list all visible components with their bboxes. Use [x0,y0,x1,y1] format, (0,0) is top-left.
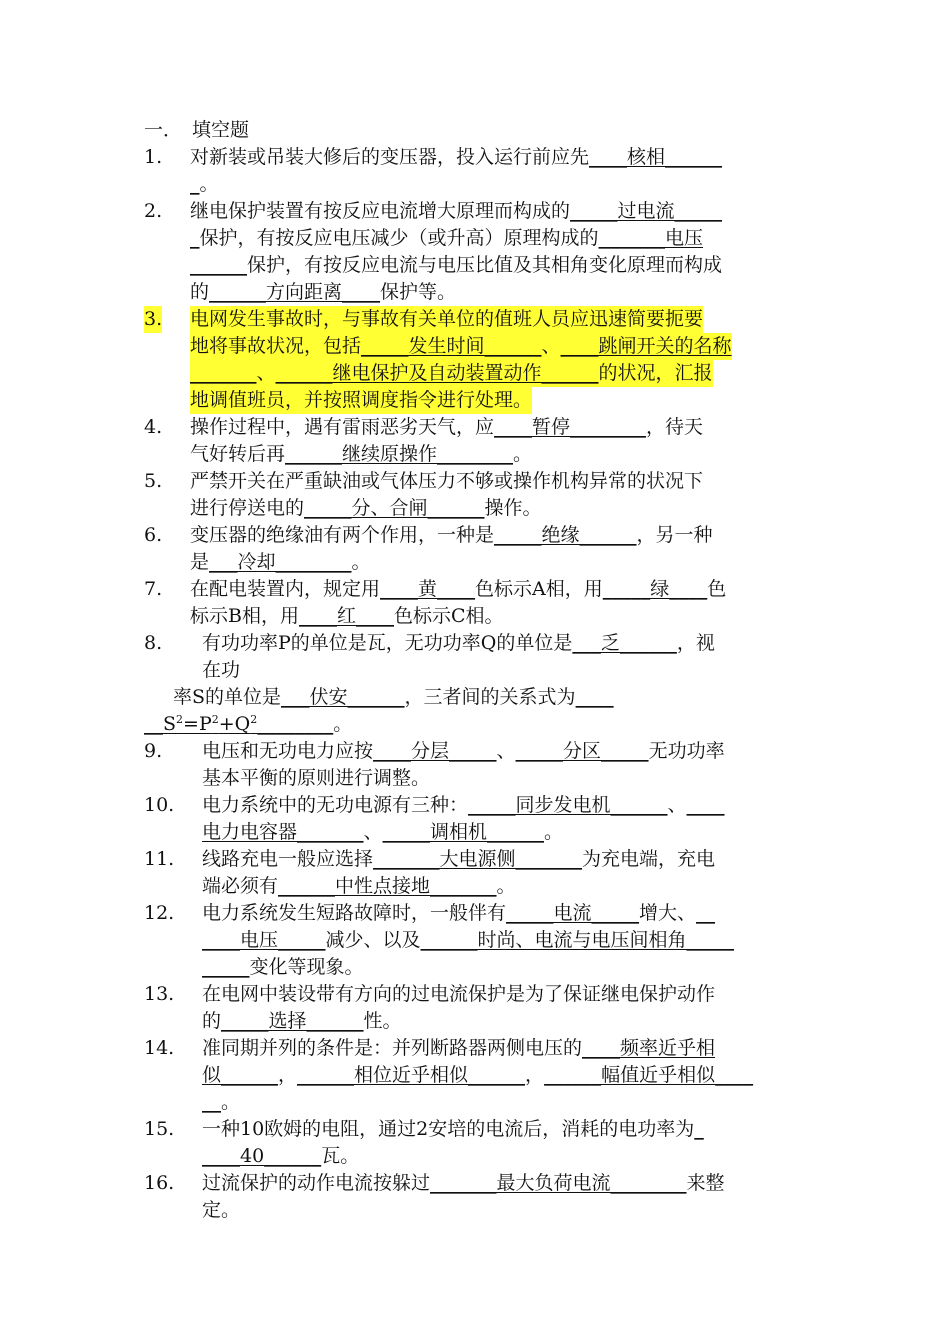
question-number: 6. [144,524,163,546]
text-segment: 继电保护装置有按反应电流增大原理而构成的 [190,200,571,222]
text-segment: 地调值班员，并按照调度指令进行处理。 [190,389,533,411]
formula-part: __S [144,713,177,735]
answer-blank: ______方向距离____ [209,281,381,303]
text-segment: 过流保护的动作电流按躲过 [202,1172,431,1194]
text-segment: ，另一种 [636,524,713,546]
question-line [190,414,703,441]
text-segment: 、 [256,362,276,384]
question-number: 11. [144,848,175,870]
answer-blank: ____电压_____ [202,929,326,951]
question-line [190,333,732,360]
question-number: 14. [144,1037,175,1059]
formula-part: ________ [257,713,334,735]
question-line [202,900,715,927]
text-segment: 基本平衡的原则进行调整。 [202,767,431,789]
answer-blank: ____核相______ [589,146,723,168]
text-segment: 变压器的绝缘油有两个作用，一种是 [190,524,495,546]
answer-blank: _______ [190,362,257,384]
answer-blank: _____同步发电机______ [468,794,668,816]
text-segment: 、 [496,740,516,762]
question-line [190,468,703,495]
answer-blank: ____分层_____ [373,740,497,762]
question-line [202,981,715,1008]
question-line [190,171,219,198]
text-segment: 。 [221,1091,241,1113]
text-segment: 。 [199,173,219,195]
text-segment: 准同期并列的条件是：并列断路器两侧电压的 [202,1037,583,1059]
answer-blank: ____40______ [202,1145,322,1167]
question-line [173,684,614,711]
answer-blank: _____绝缘______ [494,524,637,546]
text-segment: 变化等现象。 [249,956,364,978]
formula-part: +Q [218,713,251,735]
text-segment: 保护等。 [380,281,457,303]
text-segment: 严禁开关在严重缺油或气体压力不够或操作机构异常的状况下 [190,470,704,492]
text-segment: 色标示C相。 [393,605,504,627]
text-segment: ， [525,1064,545,1086]
question-line [190,549,371,576]
formula-part: =P [183,713,212,735]
answer-blank: _____调相机______ [382,821,545,843]
question-line [190,144,722,171]
question-line [202,630,715,657]
text-segment: 对新装或吊装大修后的变压器，投入运行前应先 [190,146,590,168]
answer-blank: _____ [202,956,250,978]
question-line [190,252,722,279]
text-segment: 的 [190,281,210,303]
answer-blank: ______时尚、电流与电压间相角_____ [420,929,735,951]
text-segment: 定。 [202,1199,241,1221]
question-line [144,711,352,738]
question-number: 4. [144,416,163,438]
section-heading [144,117,249,144]
answer-blank: ______继续原操作________ [285,443,514,465]
question-line [202,1008,402,1035]
answer-blank: _____过电流_____ [570,200,723,222]
answer-blank: ____ [686,794,725,816]
section-number: 一． [144,119,183,141]
answer-blank: _______大电源侧_______ [373,848,583,870]
question-line [202,873,516,900]
text-segment: 标示B相，用 [190,605,299,627]
question-line [190,306,703,333]
text-segment: 。 [333,713,353,735]
question-line [190,522,713,549]
text-segment: 端必须有 [202,875,279,897]
text-segment: 在电网中装设带有方向的过电流保护是为了保证继电保护动作 [202,983,716,1005]
answer-blank: ____ [575,686,614,708]
answer-blank: _ [190,227,200,249]
answer-blank: __ [696,902,716,924]
text-segment: 。 [513,443,533,465]
text-segment: 性。 [363,1010,402,1032]
question-line [202,1116,704,1143]
answer-blank: ____频率近乎相 [582,1037,716,1059]
text-segment: 率S的单位是 [173,686,282,708]
answer-blank: ____黄____ [380,578,476,600]
question-number: 8. [144,632,163,654]
answer-blank: _____发生时间______ [361,335,542,357]
question-line [202,819,563,846]
text-segment: 是 [190,551,210,573]
formula-answer [144,713,333,735]
question-number: 15. [144,1118,175,1140]
question-line [190,360,713,387]
question-number: 3. [144,306,162,333]
answer-blank: _____绿____ [602,578,708,600]
answer-blank: _ [190,173,200,195]
question-line [202,738,725,765]
answer-blank: ______ [190,254,247,276]
text-segment: 电力系统中的无功电源有三种： [202,794,469,816]
text-segment: ， [278,1064,298,1086]
answer-blank: ____跳闸开关的名称 [560,335,732,357]
text-segment: 。 [351,551,371,573]
question-line [190,576,726,603]
answer-blank: ___乏______ [572,632,677,654]
text-segment: 在配电装置内，规定用 [190,578,381,600]
text-segment: 操作。 [484,497,542,519]
text-segment: 色 [707,578,727,600]
answer-blank: 电力电容器_______ [202,821,364,843]
answer-blank: ______相位近乎相似______ [297,1064,526,1086]
question-number: 16. [144,1172,175,1194]
question-line [202,954,364,981]
answer-blank: _ [694,1118,704,1140]
question-number: 5. [144,470,163,492]
question-line [202,657,240,684]
answer-blank: ______继电保护及自动装置动作______ [275,362,599,384]
question-number: 10. [144,794,175,816]
text-segment: 。 [544,821,564,843]
answer-blank: _____分、合闸______ [304,497,485,519]
text-segment: 保护，有按反应电流与电压比值及其相角变化原理而构成 [247,254,723,276]
text-segment: 操作过程中，遇有雷雨恶劣天气，应 [190,416,495,438]
question-line [202,1197,240,1224]
text-segment: 电网发生事故时，与事故有关单位的值班人员应迅速简要扼要 [190,308,704,330]
text-segment: 电力系统发生短路故障时，一般伴有 [202,902,507,924]
text-segment: 气好转后再 [190,443,286,465]
answer-blank: ______中性点接地_______ [278,875,497,897]
section-title: 填空题 [192,119,250,141]
question-number: 1. [144,146,163,168]
question-line [202,927,734,954]
question-line [202,1035,715,1062]
question-number: 2. [144,200,163,222]
text-segment: ，待天 [646,416,704,438]
formula-sup: 2 [176,713,184,726]
question-number: 12. [144,902,175,924]
answer-blank: ___冷却________ [209,551,352,573]
text-segment: ，视 [676,632,715,654]
question-number: 9. [144,740,163,762]
question-number: 13. [144,983,175,1005]
text-segment: 无功功率 [648,740,725,762]
text-segment: 、 [541,335,561,357]
text-segment: 、 [667,794,687,816]
text-segment: 来整 [686,1172,725,1194]
answer-blank: _______电压 [598,227,704,249]
text-segment: 的状况，汇报 [598,362,713,384]
text-segment: 进行停送电的 [190,497,305,519]
text-segment: 的 [202,1010,222,1032]
text-segment: 地将事故状况，包括 [190,335,362,357]
text-segment: ，三者间的关系式为 [404,686,576,708]
question-number: 7. [144,578,163,600]
question-line [190,198,722,225]
text-segment: 电压和无功电力应按 [202,740,374,762]
text-segment: 色标示A相，用 [475,578,603,600]
answer-blank: _____分区_____ [515,740,649,762]
text-segment: 保护，有按反应电压减少（或升高）原理构成的 [199,227,599,249]
question-line [202,1143,359,1170]
formula-sup: 2 [211,713,219,726]
text-segment: 线路充电一般应选择 [202,848,374,870]
question-line [202,765,430,792]
answer-blank: ____红____ [298,605,394,627]
text-segment: 一种10欧姆的电阻，通过2安培的电流后，消耗的电功率为 [202,1118,695,1140]
answer-blank: _____选择______ [221,1010,364,1032]
text-segment: 增大、 [639,902,697,924]
answer-blank: ____暂停________ [494,416,647,438]
question-line [202,792,725,819]
answer-blank: 似______ [202,1064,279,1086]
text-segment: 减少、以及 [325,929,421,951]
question-line [190,603,504,630]
question-line [202,1089,240,1116]
answer-blank: ___伏安______ [281,686,405,708]
text-segment: 在功 [202,659,241,681]
text-segment: 瓦。 [321,1145,360,1167]
question-line [202,846,715,873]
answer-blank: _______最大负荷电流________ [430,1172,687,1194]
question-line [202,1062,753,1089]
text-segment: 为充电端，充电 [582,848,716,870]
answer-blank: ______幅值近乎相似____ [544,1064,754,1086]
question-line [190,441,532,468]
answer-blank: _____电流_____ [506,902,640,924]
question-line [190,387,532,414]
text-segment: 有功功率P的单位是瓦，无功功率Q的单位是 [202,632,573,654]
question-line [190,495,542,522]
text-segment: 。 [496,875,516,897]
text-segment: 、 [363,821,383,843]
question-line [202,1170,725,1197]
answer-blank: __ [202,1091,221,1113]
question-line [190,225,703,252]
question-line [190,279,456,306]
formula-sup: 2 [250,713,258,726]
